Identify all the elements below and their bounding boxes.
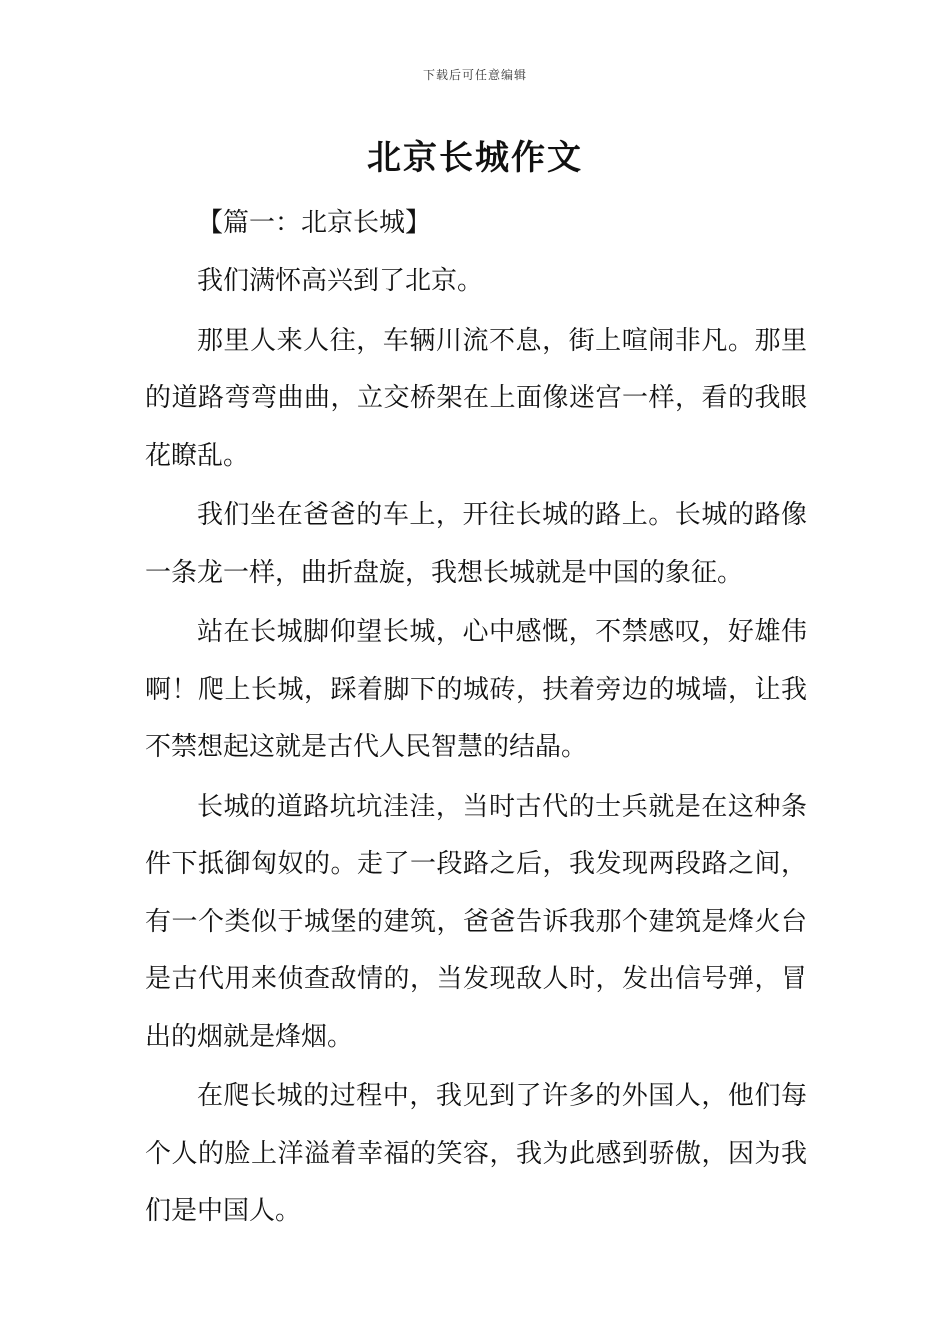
document-body	[145, 200, 807, 1241]
paragraph: 我们坐在爸爸的车上，开往长城的路上。长城的路像一条龙一样，曲折盘旋，我想长城就是中国的象征。	[145, 500, 807, 588]
document-title: 北京长城作文	[367, 138, 583, 178]
paragraph: 那里人来人往，车辆川流不息，街上喧闹非凡。那里的道路弯弯曲曲，立交桥架在上面像迷宫一样，看的我眼花瞭乱。	[145, 325, 807, 471]
paragraph: 长城的道路坑坑洼洼，当时古代的士兵就是在这种条件下抵御匈奴的。走了一段路之后，我发现两段路之间，有一个类似于城堡的建筑，爸爸告诉我那个建筑是烽火台是古代用来侦查敌情的，当发现敌人时，发出信号弹，冒出的烟就是烽烟。	[145, 791, 807, 1052]
paragraph: 我们满怀高兴到了北京。	[197, 266, 484, 296]
paragraph: 站在长城脚仰望长城，心中感慨，不禁感叹，好雄伟啊！爬上长城，踩着脚下的城砖，扶着旁边的城墙，让我不禁想起这就是古代人民智慧的结晶。	[145, 617, 807, 762]
page-header-note: 下载后可任意编辑	[422, 68, 527, 82]
paragraph: 在爬长城的过程中，我见到了许多的外国人，他们每个人的脸上洋溢着幸福的笑容，我为此感到骄傲，因为我们是中国人。	[145, 1081, 807, 1226]
section-heading: 【篇一：北京长城】	[197, 208, 432, 238]
